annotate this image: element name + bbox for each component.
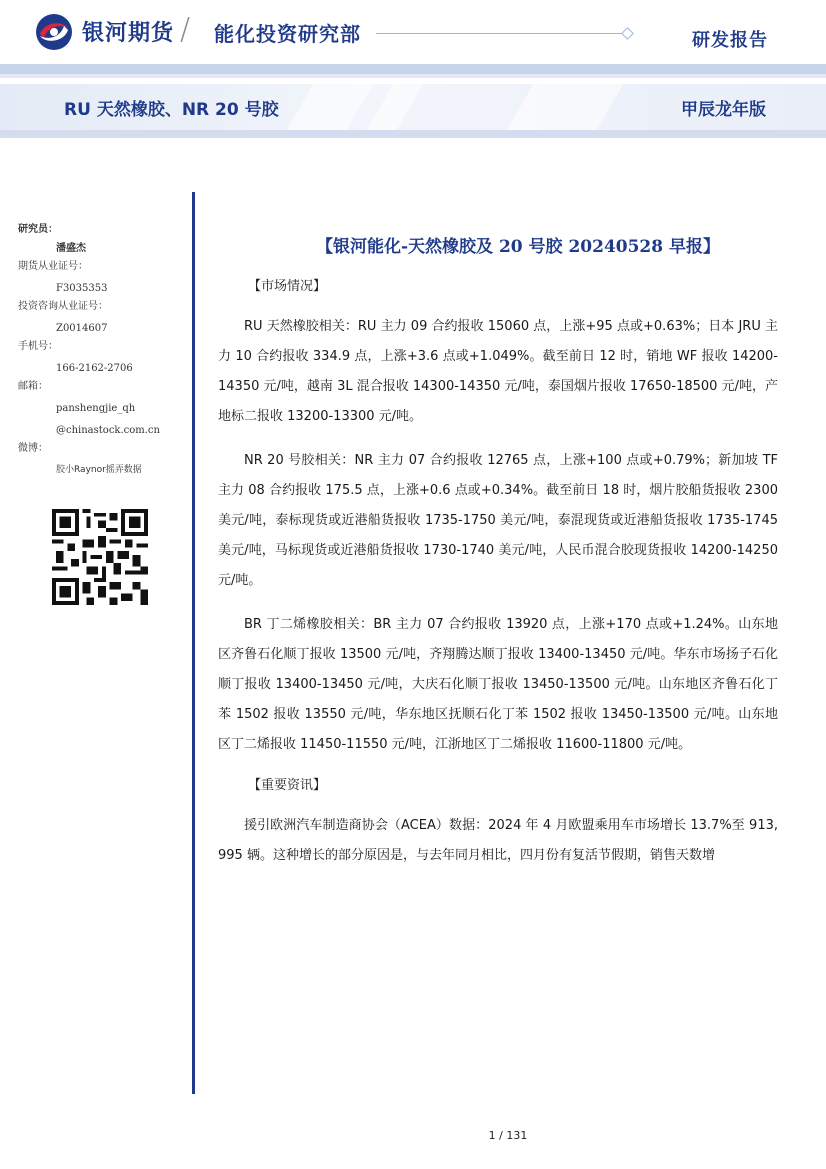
header-slash: / xyxy=(180,12,191,47)
sidebar-divider xyxy=(192,192,195,1094)
email-label: 邮箱： xyxy=(18,381,48,392)
header-deco-line xyxy=(376,33,626,34)
header-banner-bottom xyxy=(0,130,826,138)
email-line-2[interactable]: @chinastock.com.cn xyxy=(56,425,160,436)
qr-code-icon xyxy=(52,509,148,605)
analyst-label: 研究员： xyxy=(18,224,58,235)
section-heading-news: 【重要资讯】 xyxy=(248,778,327,793)
futures-license: F3035353 xyxy=(56,283,108,294)
email-line-1[interactable]: panshengjie_qh xyxy=(56,403,136,414)
brand-name: 银河期货 xyxy=(82,21,175,46)
advisory-license: Z0014607 xyxy=(56,323,108,334)
report-header xyxy=(0,0,826,160)
header-deco-diamond xyxy=(621,27,634,40)
paragraph-ru: RU 天然橡胶相关：RU 主力 09 合约报收 15060 点，上涨+95 点或+0.63%；日本 JRU 主力 10 合约报收 334.9 点，上涨+3.6 点或+1.049%。截至前日 12 时，销地 WF 报收 14200-14350 元/吨，越南 3L 混合报收 14300-14350 元/吨，泰国烟片报收 17650-18500 元/吨，产地标二报收 13200-13300 元/吨。 xyxy=(218,319,778,424)
analyst-name: 潘盛杰 xyxy=(56,243,86,254)
department-name: 能化投资研究部 xyxy=(214,22,361,46)
page-number: 1 / 131 xyxy=(488,1129,528,1142)
header-stripe xyxy=(0,64,826,74)
paragraph-news: 援引欧洲汽车制造商协会（ACEA）数据：2024 年 4 月欧盟乘用车市场增长 13.7%至 913,995 辆。这种增长的部分原因是，与去年同月相比，四月份有复活节假期，销售天数增 xyxy=(218,818,778,863)
futures-license-label: 期货从业证号： xyxy=(18,261,88,272)
galaxy-swirl-logo-icon xyxy=(34,12,74,52)
edition-title: 甲辰龙年版 xyxy=(681,100,766,120)
analyst-sidebar xyxy=(18,222,178,481)
product-title: RU 天然橡胶、NR 20 号胶 xyxy=(64,100,279,120)
paragraph-br: BR 丁二烯橡胶相关：BR 主力 07 合约报收 13920 点，上涨+170 点或+1.24%。山东地区齐鲁石化顺丁报收 13500 元/吨，齐翔腾达顺丁报收 13400-13450 元/吨。华东市场扬子石化顺丁报收 13400-13450 元/吨，大庆石化顺丁报收 13450-13500 元/吨。山东地区齐鲁石化丁苯 1502 报收 13550 元/吨，华东地区抚顺石化丁苯 1502 报收 13450-13500 元/吨。山东地区丁二烯报收 11450-11550 元/吨，江浙地区丁二烯报收 11600-11800 元/吨。 xyxy=(218,617,778,752)
header-stripe-light xyxy=(0,74,826,78)
weibo-account: 胶小Raynor摇弄数据 xyxy=(56,465,142,475)
weibo-label: 微博： xyxy=(18,443,48,454)
phone-number: 166-2162-2706 xyxy=(56,363,133,374)
phone-label: 手机号： xyxy=(18,341,58,352)
advisory-license-label: 投资咨询从业证号： xyxy=(18,301,108,312)
report-title: 【银河能化-天然橡胶及 20 号胶 20240528 早报】 xyxy=(315,237,720,257)
report-type: 研发报告 xyxy=(692,30,768,51)
report-body xyxy=(218,232,778,885)
paragraph-nr: NR 20 号胶相关：NR 主力 07 合约报收 12765 点，上涨+100 点或+0.79%；新加坡 TF 主力 08 合约报收 175.5 点，上涨+0.6 点或+0.34%。截至前日 18 时，烟片胶船货报收 2300 美元/吨，泰标现货或近港船货报收 1735-1750 美元/吨，泰混现货或近港船货报收 1735-1745 美元/吨，马标现货或近港船货报收 1730-1740 美元/吨，人民币混合胶现货报收 14200-14250 元/吨。 xyxy=(218,453,778,588)
section-heading-market: 【市场情况】 xyxy=(248,279,327,294)
